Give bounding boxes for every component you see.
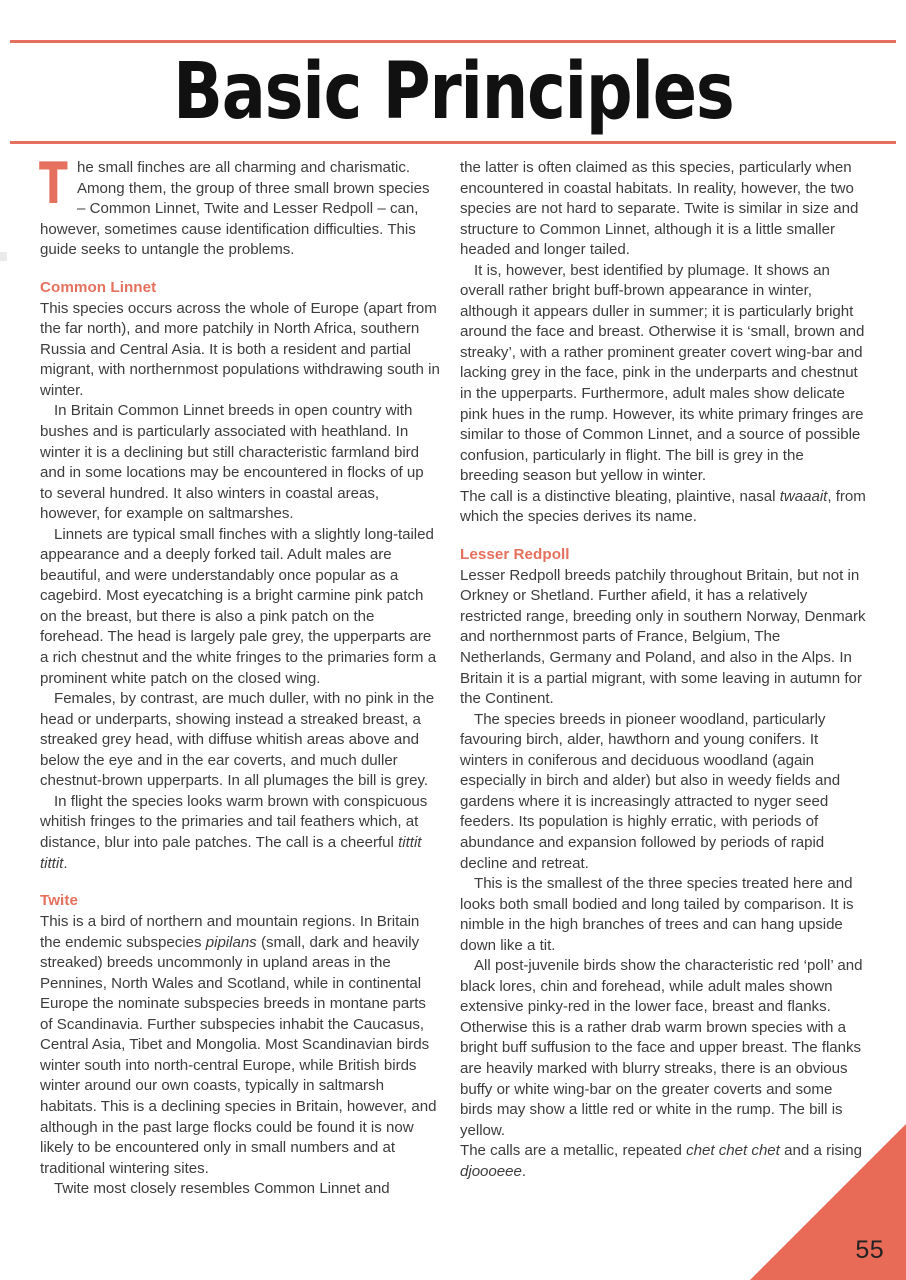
common-linnet-paragraph-1: This species occurs across the whole of Europe (apart from the far north), and more patchily in North Africa, southern Russia and Central Asia. It is both a resident and partial migrant, with northernmost populations withdrawing south in winter.	[40, 299, 440, 399]
twite-paragraph-1	[40, 912, 440, 1179]
page-title: Basic Principles	[172, 47, 734, 137]
right-column	[453, 158, 906, 1268]
page-number: 55	[855, 1236, 884, 1264]
redpoll-calls-text-2: and a rising	[779, 1142, 862, 1160]
twite-continuation-paragraph: the latter is often claimed as this species, particularly when encountered in coastal habitats. In reality, however, the two species are not hard to separate. Twite is similar in size and structure to Common Linnet, although it is a little smaller headed and longer tailed.	[460, 159, 859, 259]
common-linnet-paragraph-3: Linnets are typical small finches with a slightly long-tailed appearance and a deeply forked tail. Adult males are beautiful, and were understandably once popular as a cagebird. Most eyecatching is a bright carmine pink patch on the breast, but there is also a pink patch on the forehead. The head is largely pale grey, the upperparts are a rich chestnut and the white fringes to the primaries form a prominent white patch on the closed wing.	[40, 525, 437, 687]
twite-text-after-subspecies: (small, dark and heavily streaked) breeds uncommonly in upland areas in the Pennines, North Wales and Scotland, while in continental Europe the nominate subspecies breeds in montane parts of Scandinavia. Further subspecies inhabit the Caucasus, Central Asia, Tibet and Mongolia. Most Scandinavian birds winter south into north-central Europe, while British birds winter around our own coasts, typically in saltmarsh habitats. This is a declining species in Britain, however, and although in the past large flocks could be found it is now likely to be encountered only in small numbers and at traditional wintering sites.	[40, 933, 437, 1177]
twite-call-text-after: , from which the species derives its name.	[460, 487, 866, 526]
twite-subspecies-italic: pipilans	[205, 933, 257, 951]
common-linnet-flight-paragraph	[40, 792, 440, 874]
drop-cap: T	[39, 151, 68, 217]
section-heading-common-linnet: Common Linnet	[40, 278, 157, 296]
linnet-call-italic: tittit tittit	[40, 833, 422, 872]
lesser-redpoll-paragraph-3: This is the smallest of the three species treated here and looks both small bodied and long tailed by comparison. It is nimble in the high branches of trees and can hang upside down like a tit.	[460, 875, 854, 954]
redpoll-call-italic-2: djoooeee	[460, 1162, 522, 1180]
twite-call-italic: twaaait	[779, 487, 828, 505]
common-linnet-paragraph-2: In Britain Common Linnet breeds in open country with bushes and is particularly associated with heathland. In winter it is a declining but still characteristic farmland bird and in some locations may be encountered in flocks of up to several hundred. It also winters in coastal areas, however, for example on saltmarshes.	[40, 402, 424, 523]
intro-paragraph	[39, 151, 440, 261]
lesser-redpoll-paragraph-4: All post-juvenile birds show the characteristic red ‘poll’ and black lores, chin and forehead, while adult males shown extensive pinky-red in the lower face, breast and flanks. Otherwise this is a rather drab warm brown species with a bright buff suffusion to the face and upper breast. The flanks are heavily marked with blurry streaks, there is an obvious buffy or white wing-bar on the greater coverts and some birds may show a little red or white in the rump. The bill is yellow.	[460, 957, 863, 1139]
twite-call-paragraph	[460, 487, 866, 528]
twite-call-text-before: The call is a distinctive bleating, plaintive, nasal	[460, 487, 780, 505]
twite-text-before-subspecies: This is a bird of northern and mountain regions. In Britain the endemic subspecies	[40, 913, 420, 951]
redpoll-calls-text-3: .	[521, 1162, 527, 1180]
redpoll-call-italic-1: chet chet chet	[686, 1142, 780, 1160]
lesser-redpoll-paragraph-1: Lesser Redpoll breeds patchily throughout Britain, but not in Orkney or Shetland. Further afield, it has a relatively restricted range, breeding only in southern Norway, Denmark and northernmost parts of France, Belgium, The Netherlands, Germany and Poland, and also in the Alps. In Britain it is a partial migrant, with some leaving in autumn for the Continent.	[460, 566, 866, 708]
common-linnet-paragraph-4: Females, by contrast, are much duller, with no pink in the head or underparts, showing instead a streaked breast, a streaked grey head, with diffuse whitish areas above and below the eye and in the ear coverts, and much duller chestnut-brown upperparts. In all plumages the bill is grey.	[40, 690, 435, 790]
two-column-body	[0, 151, 906, 1268]
section-heading-lesser-redpoll: Lesser Redpoll	[460, 545, 570, 563]
section-heading-twite: Twite	[40, 892, 78, 910]
left-column	[0, 151, 453, 1268]
lesser-redpoll-calls-paragraph	[460, 1141, 866, 1182]
twite-paragraph-2-continued: Twite most closely resembles Common Linnet and	[54, 1180, 390, 1198]
lesser-redpoll-paragraph-2: The species breeds in pioneer woodland, particularly favouring birch, alder, hawthorn and young conifers. It winters in coniferous and deciduous woodland (again especially in birch and alder) but also in weedy fields and gardens where it is increasingly attracted to nyger seed feeders. Its population is highly erratic, with periods of abundance and expansion followed by periods of rapid decline and retreat.	[460, 710, 841, 872]
redpoll-calls-text-1: The calls are a metallic, repeated	[460, 1142, 687, 1160]
flight-text-before-call: In flight the species looks warm brown with conspicuous whitish fringes to the primaries and tail feathers which, at distance, blur into pale patches. The call is a cheerful	[40, 792, 428, 851]
intro-text: he small finches are all charming and charismatic. Among them, the group of three small brown species – Common Linnet, Twite and Lesser Redpoll – can, however, sometimes cause identification difficulties. This guide seeks to untangle the problems.	[40, 159, 430, 259]
page-title-block	[10, 40, 896, 144]
flight-text-after-call: .	[63, 854, 68, 872]
twite-plumage-paragraph: It is, however, best identified by plumage. It shows an overall rather bright buff-brown appearance in winter, although it appears duller in summer; it is particularly bright around the face and breast. Otherwise it is ‘small, brown and streaky’, with a rather prominent greater covert wing-bar and lacking grey in the face, pink in the underparts and chestnut in the upperparts. Furthermore, adult males show delicate pink hues in the rump. However, its white primary fringes are similar to those of Common Linnet, and a source of possible confusion, particularly in flight. The bill is grey in the breeding season but yellow in winter.	[460, 261, 865, 485]
